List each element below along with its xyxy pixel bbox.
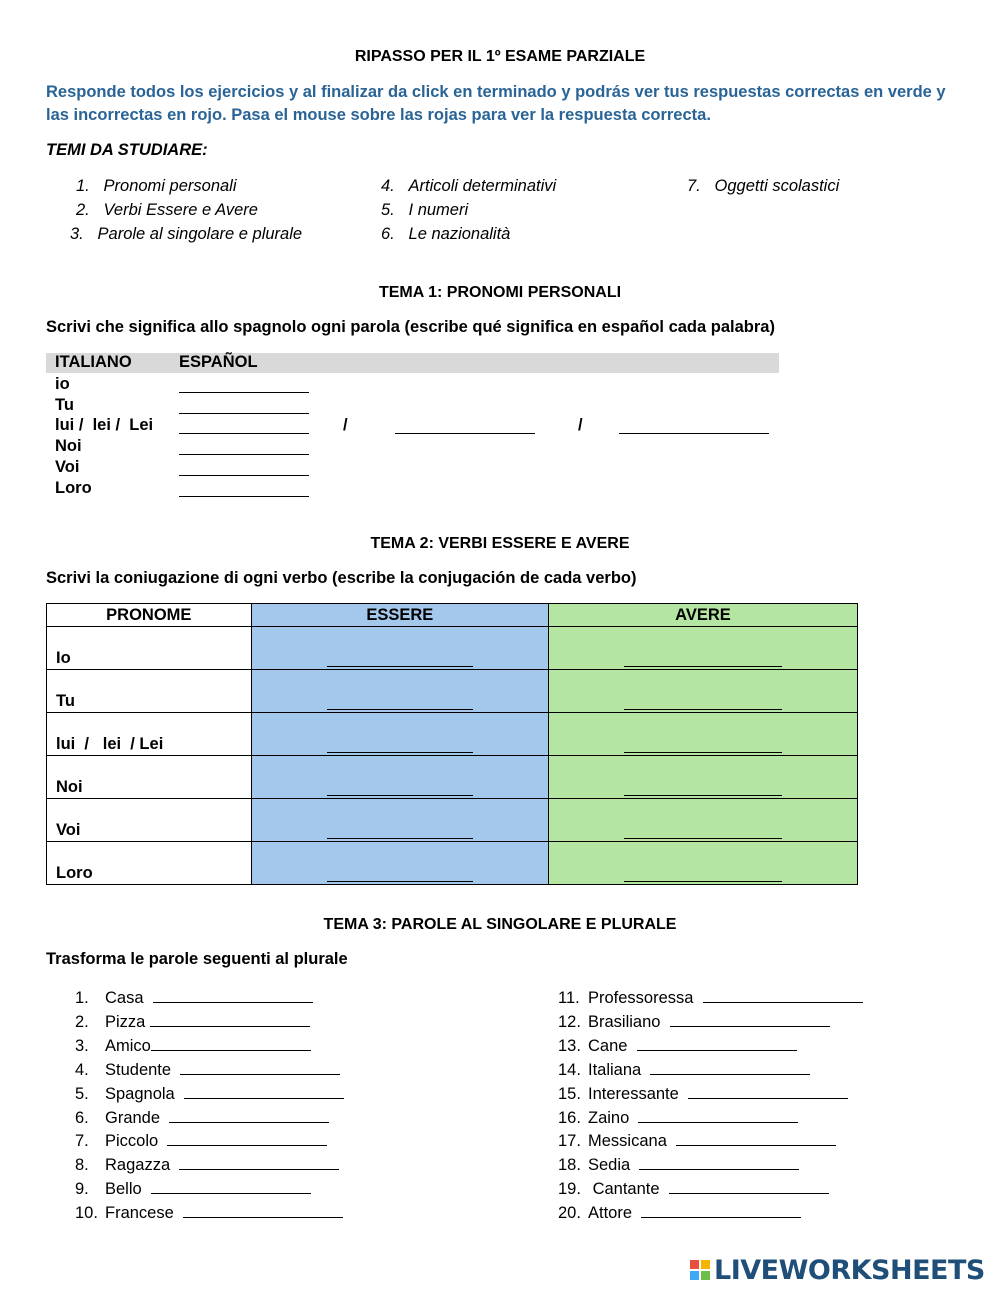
answer-blank[interactable] xyxy=(179,454,309,455)
list-item: 10. Francese xyxy=(75,1201,343,1223)
table-row xyxy=(47,713,858,756)
list-item: 18. Sedia xyxy=(558,1153,799,1175)
answer-blank[interactable] xyxy=(327,795,473,796)
answer-blank[interactable] xyxy=(327,666,473,667)
slash-separator: / xyxy=(578,416,583,434)
table-row xyxy=(47,670,858,713)
list-item: 15. Interessante xyxy=(558,1082,848,1104)
pronoun-cell: lui / lei / Lei xyxy=(47,713,252,756)
col-italiano: ITALIANO xyxy=(55,353,132,371)
instructions-text: Responde todos los ejercicios y al finalizar da click en terminado y podrás ver tus respuestas correctas en verde y las incorrectas en rojo. Pasa el mouse sobre las rojas para ver la respuesta correcta. xyxy=(46,83,946,124)
essere-cell[interactable] xyxy=(251,713,548,756)
list-item: 2. Pizza xyxy=(75,1010,310,1032)
answer-blank[interactable] xyxy=(670,1010,830,1027)
topic-item: 3. Parole al singolare e plurale xyxy=(70,225,303,243)
answer-blank[interactable] xyxy=(624,709,782,710)
answer-blank[interactable] xyxy=(650,1058,810,1075)
list-item: 19. Cantante xyxy=(558,1177,829,1199)
answer-blank[interactable] xyxy=(637,1034,797,1051)
tema3-instruction: Trasforma le parole seguenti al plurale xyxy=(46,950,348,968)
avere-cell[interactable] xyxy=(548,756,857,799)
list-item: 12. Brasiliano xyxy=(558,1010,830,1032)
col-pronome: PRONOME xyxy=(47,604,252,627)
pronoun-cell: Noi xyxy=(47,756,252,799)
essere-cell[interactable] xyxy=(251,842,548,885)
answer-blank[interactable] xyxy=(169,1106,329,1123)
table-header-row xyxy=(47,604,858,627)
list-item: 8. Ragazza xyxy=(75,1153,339,1175)
pronoun-cell: Voi xyxy=(47,799,252,842)
answer-blank[interactable] xyxy=(624,795,782,796)
answer-blank[interactable] xyxy=(327,838,473,839)
answer-blank[interactable] xyxy=(179,433,309,434)
answer-blank[interactable] xyxy=(179,413,309,414)
list-item: 13. Cane xyxy=(558,1034,797,1056)
col-essere: ESSERE xyxy=(251,604,548,627)
answer-blank[interactable] xyxy=(624,881,782,882)
essere-cell[interactable] xyxy=(251,627,548,670)
answer-blank[interactable] xyxy=(184,1082,344,1099)
tema2-instruction: Scrivi la coniugazione di ogni verbo (escribe la conjugación de cada verbo) xyxy=(46,569,637,587)
pronoun-cell: Loro xyxy=(47,842,252,885)
pronoun-label: lui / lei / Lei xyxy=(55,416,154,434)
answer-blank[interactable] xyxy=(183,1201,343,1218)
page-title: RIPASSO PER IL 1º ESAME PARZIALE xyxy=(354,48,646,65)
topic-item: 6. Le nazionalità xyxy=(381,225,511,243)
list-item: 4. Studente xyxy=(75,1058,340,1080)
answer-blank[interactable] xyxy=(153,986,313,1003)
table-row xyxy=(47,842,858,885)
logo-squares-icon xyxy=(690,1260,710,1280)
answer-blank[interactable] xyxy=(327,709,473,710)
pronoun-cell: Io xyxy=(47,627,252,670)
answer-blank[interactable] xyxy=(151,1034,311,1051)
essere-cell[interactable] xyxy=(251,670,548,713)
list-item: 3. Amico xyxy=(75,1034,311,1056)
answer-blank[interactable] xyxy=(395,433,535,434)
essere-cell[interactable] xyxy=(251,756,548,799)
pronoun-label: io xyxy=(55,375,70,393)
conjugation-table xyxy=(46,603,858,885)
answer-blank[interactable] xyxy=(624,838,782,839)
list-item: 7. Piccolo xyxy=(75,1129,327,1151)
pronoun-label: Noi xyxy=(55,437,82,455)
answer-blank[interactable] xyxy=(624,752,782,753)
answer-blank[interactable] xyxy=(639,1153,799,1170)
topic-item: 7. Oggetti scolastici xyxy=(687,177,840,195)
topic-item: 1. Pronomi personali xyxy=(76,177,237,195)
answer-blank[interactable] xyxy=(327,752,473,753)
avere-cell[interactable] xyxy=(548,799,857,842)
tema3-title: TEMA 3: PAROLE AL SINGOLARE E PLURALE xyxy=(323,916,677,933)
list-item: 1. Casa xyxy=(75,986,313,1008)
pronoun-label: Voi xyxy=(55,458,80,476)
tema1-header-row xyxy=(46,353,779,373)
answer-blank[interactable] xyxy=(624,666,782,667)
answer-blank[interactable] xyxy=(179,392,309,393)
avere-cell[interactable] xyxy=(548,670,857,713)
col-espanol: ESPAÑOL xyxy=(179,353,258,371)
slash-separator: / xyxy=(343,416,348,434)
answer-blank[interactable] xyxy=(167,1129,327,1146)
answer-blank[interactable] xyxy=(619,433,769,434)
answer-blank[interactable] xyxy=(179,496,309,497)
logo-text: LIVEWORKSHEETS xyxy=(714,1254,985,1286)
answer-blank[interactable] xyxy=(688,1082,848,1099)
answer-blank[interactable] xyxy=(179,475,309,476)
answer-blank[interactable] xyxy=(179,1153,339,1170)
topic-item: 4. Articoli determinativi xyxy=(381,177,557,195)
topics-heading: TEMI DA STUDIARE: xyxy=(46,141,208,159)
list-item: 16. Zaino xyxy=(558,1106,798,1128)
answer-blank[interactable] xyxy=(676,1129,836,1146)
avere-cell[interactable] xyxy=(548,842,857,885)
answer-blank[interactable] xyxy=(638,1106,798,1123)
list-item: 17. Messicana xyxy=(558,1129,836,1151)
pronoun-label: Loro xyxy=(55,479,92,497)
answer-blank[interactable] xyxy=(327,881,473,882)
list-item: 6. Grande xyxy=(75,1106,329,1128)
list-item: 20. Attore xyxy=(558,1201,801,1223)
avere-cell[interactable] xyxy=(548,627,857,670)
liveworksheets-logo xyxy=(690,1255,985,1285)
pronoun-cell: Tu xyxy=(47,670,252,713)
col-avere: AVERE xyxy=(548,604,857,627)
list-item: 5. Spagnola xyxy=(75,1082,344,1104)
tema1-title: TEMA 1: PRONOMI PERSONALI xyxy=(378,284,622,301)
answer-blank[interactable] xyxy=(669,1177,829,1194)
tema1-instruction: Scrivi che significa allo spagnolo ogni parola (escribe qué significa en español cada palabra) xyxy=(46,318,775,336)
topic-item: 5. I numeri xyxy=(381,201,469,219)
table-row xyxy=(47,799,858,842)
pronoun-label: Tu xyxy=(55,396,74,414)
table-row xyxy=(47,627,858,670)
answer-blank[interactable] xyxy=(641,1201,801,1218)
tema2-title: TEMA 2: VERBI ESSERE E AVERE xyxy=(370,535,630,552)
answer-blank[interactable] xyxy=(180,1058,340,1075)
answer-blank[interactable] xyxy=(703,986,863,1003)
list-item: 11. Professoressa xyxy=(558,986,863,1008)
avere-cell[interactable] xyxy=(548,713,857,756)
table-row xyxy=(47,756,858,799)
list-item: 14. Italiana xyxy=(558,1058,810,1080)
list-item: 9. Bello xyxy=(75,1177,311,1199)
topic-item: 2. Verbi Essere e Avere xyxy=(76,201,258,219)
essere-cell[interactable] xyxy=(251,799,548,842)
answer-blank[interactable] xyxy=(151,1177,311,1194)
answer-blank[interactable] xyxy=(150,1010,310,1027)
